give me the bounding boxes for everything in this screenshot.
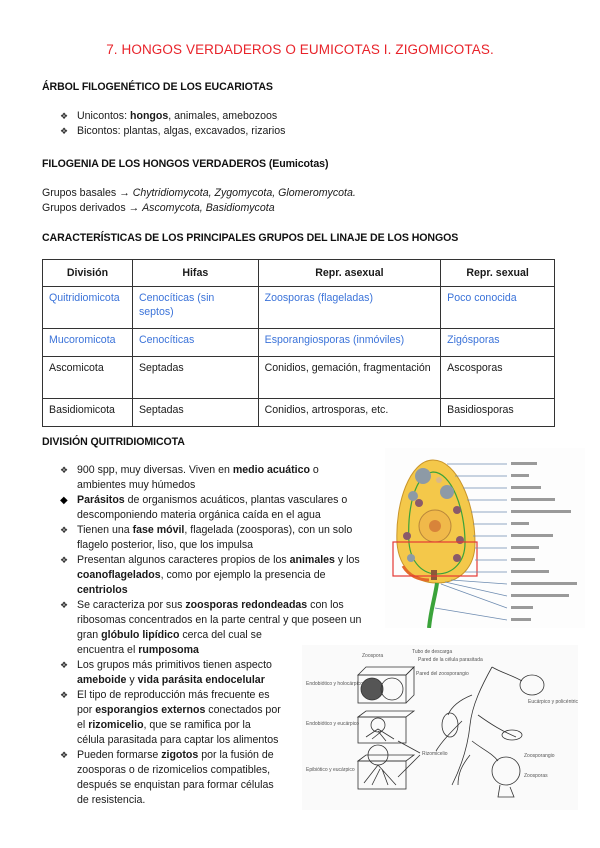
table-cell: Conidios, artrosporas, etc. xyxy=(258,399,441,427)
list-text: Tienen una fase móvil, flagelada (zoosporas), con un solo flagelo posterior, liso, que los impulsa xyxy=(77,524,353,551)
column-header: Hifas xyxy=(132,260,258,287)
heading-caracteristicas: CARACTERÍSTICAS DE LOS PRINCIPALES GRUPOS DEL LINAJE DE LOS HONGOS xyxy=(42,232,459,244)
diamond-bullet-icon: ❖ xyxy=(60,690,69,700)
heading-division-quitridiomicota: DIVISIÓN QUITRIDIOMICOTA xyxy=(42,436,185,448)
eukaryote-tree-list xyxy=(60,109,285,139)
list-text: 900 spp, muy diversas. Viven en medio acuático o ambientes muy húmedos xyxy=(77,464,319,491)
page-title: 7. HONGOS VERDADEROS O EUMICOTAS I. ZIGOMICOTAS. xyxy=(106,42,494,57)
table-cell: Zoosporas (flageladas) xyxy=(258,287,441,329)
line-label: Grupos derivados → xyxy=(42,202,143,214)
thallus-types-diagram xyxy=(302,645,578,810)
table-row xyxy=(43,287,555,329)
list-text: Parásitos de organismos acuáticos, plantas vasculares o descomponiendo materia orgánica caída en el agua xyxy=(77,494,348,521)
line-italic: Chytridiomycota, Zygomycota, Glomeromycota. xyxy=(132,187,356,199)
svg-text:Zoosporangio: Zoosporangio xyxy=(524,753,555,759)
zoospore-diagram xyxy=(385,448,585,628)
diamond-bullet-icon: ❖ xyxy=(60,525,69,535)
table-cell: Zigósporas xyxy=(441,329,555,357)
list-text: Se caracteriza por sus zoosporas redondeadas con los ribosomas concentrados en la parte central y que poseen un gran glóbulo lipídico cerca del cual se encuentra el rumposoma xyxy=(77,599,362,656)
table-cell: Conidios, gemación, fragmentación xyxy=(258,357,441,399)
list-item xyxy=(60,109,285,124)
list-text: El tipo de reproducción más frecuente es por esporangios externos conectados por el rizomicelio, que se ramifica por la célula parasitada para captar los alimentos xyxy=(77,689,281,746)
diamond-bullet-icon: ❖ xyxy=(60,600,69,610)
heading-arbol-filogenetico: ÁRBOL FILOGENÉTICO DE LOS EUCARIOTAS xyxy=(42,81,273,93)
svg-text:Endobiótico y eucárpico: Endobiótico y eucárpico xyxy=(306,721,360,727)
table-cell: Cenocíticas (sin septos) xyxy=(132,287,258,329)
list-text: Los grupos más primitivos tienen aspecto ameboide y vida parásita endocelular xyxy=(77,659,272,686)
table-cell: Esporangiosporas (inmóviles) xyxy=(258,329,441,357)
svg-text:Zoosporas: Zoosporas xyxy=(524,773,548,779)
diamond-bullet-icon: ❖ xyxy=(60,750,69,760)
list-text: Bicontos: plantas, algas, excavados, rizarios xyxy=(77,125,286,137)
list-item xyxy=(60,124,285,139)
list-item xyxy=(60,463,361,493)
svg-text:Zoospora: Zoospora xyxy=(362,653,384,659)
list-text: , animales, amebozoos xyxy=(168,110,278,122)
basal-groups-line xyxy=(42,186,356,201)
solid-diamond-bullet-icon: ◆ xyxy=(60,495,68,506)
chytrid-thallus-illustration-icon xyxy=(302,645,578,810)
phylogeny-groups xyxy=(42,186,356,216)
table-header-row xyxy=(43,260,555,287)
table-cell: Mucoromicota xyxy=(43,329,133,357)
table-cell: Quitridiomicota xyxy=(43,287,133,329)
list-item xyxy=(60,493,361,523)
table-cell: Basidiosporas xyxy=(441,399,555,427)
diamond-bullet-icon: ❖ xyxy=(60,465,69,475)
zoospore-illustration-icon xyxy=(385,448,585,628)
table-row xyxy=(43,357,555,399)
list-text: Pueden formarse zigotos por la fusión de zoosporas o de rizomicelios compatibles, después se enquistan para formar células de resistencia. xyxy=(77,749,274,806)
svg-text:Endobiótico y holocárpico: Endobiótico y holocárpico xyxy=(306,681,363,687)
column-header: Repr. asexual xyxy=(258,260,441,287)
table-row xyxy=(43,329,555,357)
list-item xyxy=(60,553,361,598)
svg-text:Pared del zoosporangio: Pared del zoosporangio xyxy=(416,671,469,677)
diamond-bullet-icon: ❖ xyxy=(60,126,69,136)
list-text: Unicontos: xyxy=(77,110,130,122)
svg-text:Eucárpico y policéntrico: Eucárpico y policéntrico xyxy=(528,699,578,705)
fungi-groups-table xyxy=(42,259,555,427)
table-cell: Basidiomicota xyxy=(43,399,133,427)
list-text: Presentan algunos caracteres propios de los animales y los coanoflagelados, como por ejemplo la presencia de centriolos xyxy=(77,554,360,596)
svg-text:Tubo de descarga: Tubo de descarga xyxy=(412,649,453,655)
heading-filogenia-hongos: FILOGENIA DE LOS HONGOS VERDADEROS (Eumicotas) xyxy=(42,158,329,170)
table-cell: Cenocíticas xyxy=(132,329,258,357)
table-row xyxy=(43,399,555,427)
derived-groups-line xyxy=(42,201,356,216)
table-cell: Ascomicota xyxy=(43,357,133,399)
svg-text:Rizomicelio: Rizomicelio xyxy=(422,751,448,757)
table-cell: Ascosporas xyxy=(441,357,555,399)
line-italic: Ascomycota, Basidiomycota xyxy=(142,202,275,214)
diamond-bullet-icon: ❖ xyxy=(60,555,69,565)
column-header: División xyxy=(43,260,133,287)
diamond-bullet-icon: ❖ xyxy=(60,660,69,670)
table-cell: Septadas xyxy=(132,357,258,399)
column-header: Repr. sexual xyxy=(441,260,555,287)
list-bold-text: hongos xyxy=(130,110,169,122)
table-cell: Septadas xyxy=(132,399,258,427)
svg-text:Epibiótico y eucárpico: Epibiótico y eucárpico xyxy=(306,767,355,773)
table-cell: Poco conocida xyxy=(441,287,555,329)
list-item xyxy=(60,523,361,553)
diamond-bullet-icon: ❖ xyxy=(60,111,69,121)
line-label: Grupos basales → xyxy=(42,187,133,199)
svg-text:Pared de la célula parasitada: Pared de la célula parasitada xyxy=(418,657,483,663)
